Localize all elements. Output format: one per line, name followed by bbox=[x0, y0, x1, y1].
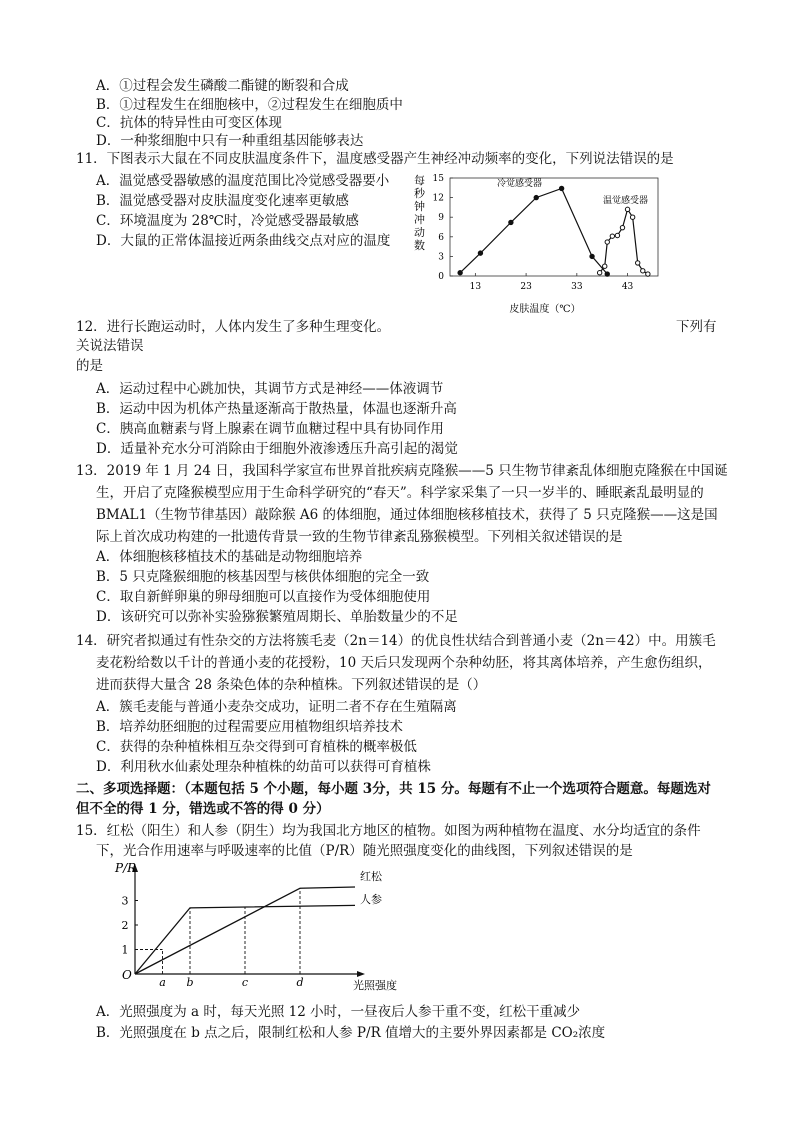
q12-stem-b: 下列有 bbox=[676, 319, 717, 335]
chart2-origin: O bbox=[122, 968, 132, 982]
chart1-point-1 bbox=[605, 240, 609, 244]
chart1-ytick-label: 3 bbox=[438, 252, 444, 263]
q15-option-a: A．光照强度为 a 时，每天光照 12 小时，一昼夜后人参干重不变，红松干重减少 bbox=[96, 1004, 581, 1020]
chart1-point-1 bbox=[620, 225, 624, 229]
chart1-ylabel: 每秒钟冲动数 bbox=[414, 174, 425, 252]
q12-stem-a: 12．进行长跑运动时，人体内发生了多种生理变化。 bbox=[76, 319, 391, 335]
q14-option-d: D．利用秋水仙素处理杂种植株的幼苗可以获得可育植株 bbox=[96, 759, 431, 775]
q11-stem: 11．下图表示大鼠在不同皮肤温度条件下，温度感受器产生神经冲动频率的变化，下列说法错误的是 bbox=[76, 151, 674, 167]
q13-option-c: C．取自新鲜卵巢的卵母细胞可以直接作为受体细胞使用 bbox=[96, 589, 431, 605]
chart1-point-1 bbox=[630, 215, 634, 219]
q14-line-3: 进而获得大量含 28 条染色体的杂种植株。下列叙述错误的是（） bbox=[96, 677, 487, 693]
q13-option-b: B．5 只克隆猴细胞的核基因型与核供体细胞的完全一致 bbox=[96, 569, 430, 585]
chart1-xtick-label: 13 bbox=[469, 282, 482, 292]
q12-stem-c: 关说法错误 bbox=[76, 338, 144, 354]
chart1-ytick-label: 0 bbox=[438, 272, 444, 282]
q15-line-2: 下，光合作用速率与呼吸速率的比值（P/R）随光照强度变化的曲线图，下列叙述错误的是 bbox=[96, 843, 633, 859]
q10-option-b: B．①过程发生在细胞核中，②过程发生在细胞质中 bbox=[96, 97, 403, 113]
q14-option-c: C．获得的杂种植株相互杂交得到可育植株的概率极低 bbox=[96, 739, 417, 755]
q13-line-2: 生，开启了克隆猴模型应用于生命科学研究的“春天”。科学家采集了一只一岁半的、睡眠紊乱最明显的 bbox=[96, 485, 704, 501]
section2-heading-2: 但不全的得 1 分，错选或不答的得 0 分） bbox=[76, 801, 330, 817]
chart1-xtick-label: 23 bbox=[520, 282, 532, 292]
chart2-xtick-label: a bbox=[159, 976, 166, 989]
q12-stem-d: 的是 bbox=[76, 358, 103, 374]
chart1-frame bbox=[450, 178, 658, 276]
chart1-legend-cold: 冷觉感受器 bbox=[497, 179, 543, 189]
q13-line-4: 际上首次成功构建的一批遗传背景一致的生物节律紊乱猕猴模型。下列相关叙述错误的是 bbox=[96, 529, 623, 545]
chart2-series-line-0 bbox=[135, 887, 355, 974]
q12-option-d: D．适量补充水分可消除由于细胞外液渗透压升高引起的渴觉 bbox=[96, 441, 458, 457]
q14-option-a: A．簇毛麦能与普通小麦杂交成功，证明二者不存在生殖隔离 bbox=[96, 699, 457, 715]
q14-option-b: B．培养幼胚细胞的过程需要应用植物组织培养技术 bbox=[96, 719, 403, 735]
q13-line-3: BMAL1（生物节律基因）敲除猴 A6 的体细胞，通过体细胞核移植技术，获得了 5 只克隆猴——这是国 bbox=[96, 507, 718, 523]
q14-line-1: 14．研究者拟通过有性杂交的方法将簇毛麦（2n＝14）的优良性状结合到普通小麦（2n＝42）中。用簇毛 bbox=[76, 633, 716, 649]
chart2-xlabel: 光照强度 bbox=[353, 979, 397, 992]
q13-line-1: 13．2019 年 1 月 24 日，我国科学家宣布世界首批疾病克隆猴——5 只生物节律紊乱体细胞克隆猴在中国诞 bbox=[76, 463, 728, 479]
chart2-legend-pine: 红松 bbox=[360, 870, 382, 883]
chart1-ytick-label: 9 bbox=[438, 213, 444, 224]
chart1-legend-warm: 温觉感受器 bbox=[603, 196, 649, 206]
chart1-point-1 bbox=[625, 207, 629, 211]
pr-light-chart bbox=[105, 858, 435, 998]
chart2-legend-ginseng: 人参 bbox=[360, 893, 382, 906]
q12-option-a: A．运动过程中心跳加快，其调节方式是神经——体液调节 bbox=[96, 381, 444, 397]
q13-option-d: D．该研究可以弥补实验猕猴繁殖周期长、单胎数量少的不足 bbox=[96, 609, 458, 625]
chart2-xtick-label: c bbox=[241, 976, 249, 989]
chart1-point-0 bbox=[559, 186, 563, 190]
chart2-ylabel: P/R bbox=[115, 861, 137, 875]
chart1-point-1 bbox=[646, 272, 650, 276]
chart1-xtick-label: 43 bbox=[621, 282, 634, 292]
chart1-series-line-0 bbox=[460, 188, 607, 274]
q15-line-1: 15．红松（阳生）和人参（阴生）均为我国北方地区的植物。如图为两种植物在温度、水分均适宜的条件 bbox=[76, 823, 701, 839]
chart1-point-1 bbox=[597, 271, 601, 275]
chart2-xtick-label: d bbox=[296, 976, 304, 989]
q12-option-b: B．运动中因为机体产热量逐渐高于散热量，体温也逐渐升高 bbox=[96, 401, 457, 417]
q12-option-c: C．胰高血糖素与肾上腺素在调节血糖过程中具有协同作用 bbox=[96, 421, 444, 437]
chart2-xtick-label: b bbox=[186, 976, 194, 989]
chart1-point-1 bbox=[615, 233, 619, 237]
chart1-xtick-label: 33 bbox=[571, 282, 583, 292]
q11-option-c: C．环境温度为 28℃时，冷觉感受器最敏感 bbox=[96, 213, 359, 229]
chart2-x-arrow bbox=[357, 971, 365, 977]
chart1-ytick-label: 6 bbox=[438, 232, 444, 243]
chart1-point-0 bbox=[458, 271, 462, 275]
q11-option-d: D．大鼠的正常体温接近两条曲线交点对应的温度 bbox=[96, 233, 391, 249]
thermoreceptor-chart bbox=[400, 168, 680, 318]
chart2-ytick-label: 1 bbox=[121, 943, 129, 957]
chart1-ytick-label: 12 bbox=[432, 193, 444, 204]
chart1-point-1 bbox=[641, 269, 645, 273]
chart1-point-1 bbox=[603, 264, 607, 268]
chart1-point-1 bbox=[610, 234, 614, 238]
chart1-point-1 bbox=[636, 261, 640, 265]
chart1-point-0 bbox=[478, 251, 482, 255]
chart2-ytick-label: 2 bbox=[121, 919, 129, 932]
chart1-point-0 bbox=[509, 220, 513, 224]
q10-option-a: A．①过程会发生磷酸二酯键的断裂和合成 bbox=[96, 78, 349, 94]
chart1-point-0 bbox=[590, 254, 594, 258]
chart1-point-0 bbox=[605, 272, 609, 276]
chart1-xlabel: 皮肤温度（℃） bbox=[509, 304, 581, 315]
chart1-point-0 bbox=[534, 195, 538, 199]
chart1-ytick-label: 15 bbox=[432, 174, 444, 184]
q13-option-a: A．体细胞核移植技术的基础是动物细胞培养 bbox=[96, 549, 363, 565]
section2-heading-1: 二、多项选择题：（本题包括 5 个小题，每小题 3分，共 15 分。每题有不止一个选项符合题意。每题选对 bbox=[76, 781, 711, 797]
q10-option-d: D．一种浆细胞中只有一种重组基因能够表达 bbox=[96, 133, 364, 149]
q11-option-b: B．温觉感受器对皮肤温度变化速率更敏感 bbox=[96, 193, 349, 209]
q10-option-c: C．抗体的特异性由可变区体现 bbox=[96, 115, 282, 131]
q14-line-2: 麦花粉给数以千计的普通小麦的花授粉，10 天后只发现两个杂种幼胚，将其离体培养，产生愈伤组织， bbox=[96, 655, 712, 671]
q11-option-a: A．温觉感受器敏感的温度范围比冷觉感受器要小 bbox=[96, 173, 390, 189]
chart2-ytick-label: 3 bbox=[121, 894, 129, 908]
q15-option-b: B．光照强度在 b 点之后，限制红松和人参 P/R 值增大的主要外界因素都是 CO₂浓度 bbox=[96, 1025, 606, 1041]
